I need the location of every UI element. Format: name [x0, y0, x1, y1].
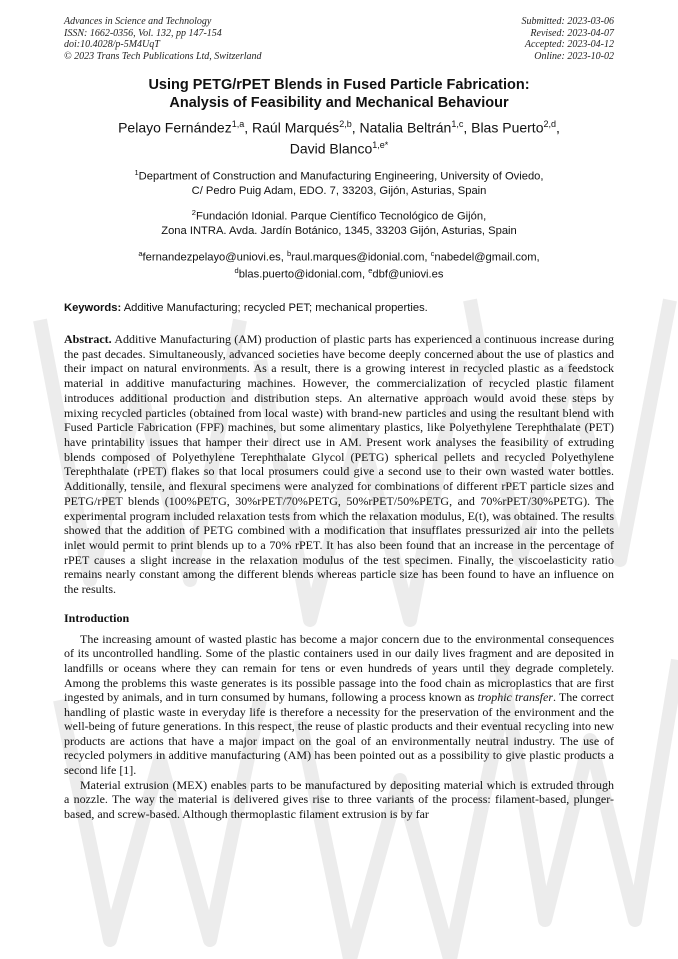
paper-title [64, 76, 614, 112]
date-revised: Revised: 2023-04-07 [530, 27, 614, 39]
author-affil-sup: 1,e* [372, 140, 389, 151]
author-name: Natalia Beltrán [359, 119, 452, 136]
affiliation-line: Zona INTRA. Avda. Jardín Botánico, 1345, 33203 Gijón, Asturias, Spain [161, 225, 517, 238]
email-sup: e [368, 266, 373, 276]
keywords-text: Additive Manufacturing; recycled PET; mechanical properties. [123, 302, 428, 315]
date-accepted: Accepted: 2023-04-12 [524, 39, 614, 50]
doi[interactable]: doi:10.4028/p-5M4UqT [64, 39, 160, 50]
affiliation-sup: 2 [191, 208, 196, 218]
author-name: Pelayo Fernández [118, 119, 232, 136]
abstract-text: Additive Manufacturing (AM) production of plastic parts has experienced a continuous increase during the past decades. Simultaneously, advanced societies have become deeply concerned about the use of plastics and their impact on natural environments. As a result, there is a growing interest in recycled plastic as a feedstock material in additive manufacturing machines. However, the commercialization of recycled plastic filament introduces additional production and distribution steps. An alternative approach would avoid these steps by mixing recycled particles (obtained from local waste) with brand-new particles and using the resultant blend with Fused Particle Fabrication (FPF) machines, but some alimentary plastics, like Polyethylene Terephthalate (PET) have printability issues that hamper their direct use in AM. Present work analyses the feasibility of extruding blends composed of Polyethylene Terephthalate Glycol (PETG) spherical pellets and recycled Polyethylene Terephthalate (rPET) flakes so that local prosumers could give a second use to their own wasted water bottles. Additionally, tensile, and flexural specimens were analyzed for combinations of different rPET particle sizes and PETG/rPET blends (100%PETG, 30%rPET/70%PETG, 50%rPET/50%PETG, and 70%rPET/30%PETG). The experimental program included relaxation tests from which the relaxation modulus, E(t), was obtained. The results showed that the addition of PETG combined with a modification that insufflates pressurized air into the pellets inlet would permit to print blends up to a 70% rPET. It has also been found that an increase in the percentage of rPET causes a slight increase in the relaxation modulus of the test specimen. Finally, the viscoelasticity ratio remains nearly constant among the different blends whereas particle size has been found to have an influence on the results. [64, 332, 614, 597]
abstract [64, 332, 614, 597]
email-link[interactable]: blas.puerto@idonial.com, [238, 269, 366, 282]
keywords-label: Keywords: [64, 302, 122, 315]
email-link[interactable]: nabedel@gmail.com, [434, 251, 540, 264]
author-affil-sup: 1,c [451, 119, 464, 129]
author-name: David Blanco [289, 140, 373, 157]
author-list: Pelayo Fernández$^{1,a}$, Raúl Marqués$^{2,b}$, Natalia Beltrán$^{1,c}$, Blas Puerto$^{2,d}$, David Blanco$^{1,e*}$ [118, 119, 560, 157]
affiliation-line: Fundación Idonial. Parque Científico Tecnológico de Gijón, [195, 211, 487, 224]
journal-name: Advances in Science and Technology [64, 16, 212, 27]
keywords [64, 301, 614, 315]
issn: ISSN: 1662-0356, Vol. 132, pp 147-154 [64, 27, 222, 39]
intro-paragraph-2: Material extrusion (MEX) enables parts to be manufactured by depositing material which is extruded through a nozzle. The way the material is delivered gives rise to three variants of the process: filament-based, plunger-based, and screw-based. Although thermoplastic filament extrusion is by far [64, 777, 614, 821]
author-name: Blas Puerto [471, 119, 544, 136]
author-emails [64, 247, 614, 282]
paragraph-emphasis: trophic transfer [477, 690, 554, 705]
author-affil-sup: 2,d [543, 119, 556, 129]
affiliation-2 [64, 206, 614, 238]
section-heading-introduction: Introduction [64, 610, 130, 625]
email-sup: d [234, 266, 239, 276]
intro-paragraph-1 [64, 632, 614, 778]
author-affil-sup: 1,a [231, 119, 245, 129]
title-line-1: Using PETG/rPET Blends in Fused Particle Fabrication: [148, 77, 530, 93]
journal-header [64, 16, 614, 62]
affiliation-sup: 1 [134, 168, 139, 178]
paragraph-text: . The correct handling of plastic waste in everyday life is therefore a necessity for the preservation of the environment and the well-being of future generations. In this respect, the reuse of plastic products and their eventual recycling into new products are actions that have a major impact on the goal of an environmentally neutral industry. The use of recycled polymers in additive manufacturing (AM) has been pointed out as a possibility to give plastic products a second life [1]. [64, 690, 615, 778]
email-link[interactable]: fernandezpelayo@uniovi.es, [142, 251, 284, 264]
author-name: Raúl Marqués [252, 119, 340, 136]
affiliation-line: C/ Pedro Puig Adam, EDO. 7, 33203, Gijón, Asturias, Spain [191, 185, 487, 198]
date-submitted: Submitted: 2023-03-06 [521, 16, 614, 27]
copyright: © 2023 Trans Tech Publications Ltd, Switzerland [64, 50, 262, 62]
email-sup: c [430, 248, 435, 258]
paper-page [64, 16, 614, 821]
date-online: Online: 2023-10-02 [534, 50, 614, 62]
author-affil-sup: 2,b [339, 119, 352, 129]
email-link[interactable]: dbf@uniovi.es [372, 269, 444, 282]
title-line-2: Analysis of Feasibility and Mechanical Behaviour [169, 95, 509, 111]
email-link[interactable]: raul.marques@idonial.com, [291, 251, 428, 264]
affiliation-line: Department of Construction and Manufacturing Engineering, University of Oviedo, [138, 171, 544, 184]
abstract-label: Abstract. [64, 332, 112, 347]
paragraph-text: The increasing amount of wasted plastic has become a major concern due to the environmental consequences of its uncontrolled handling. Some of the plastic containers used in our daily lives fragment and are deposited in landfills or oceans where they can remain for tens or even hundreds of years until they degrade completely. Among the problems this waste generates is its possible passage into the food chain as microplastics that are first ingested by animals, and in turn consumed by humans, following a process known as [64, 631, 614, 705]
email-sup: a [138, 248, 143, 258]
email-sup: b [287, 248, 292, 258]
affiliation-1 [64, 166, 614, 198]
